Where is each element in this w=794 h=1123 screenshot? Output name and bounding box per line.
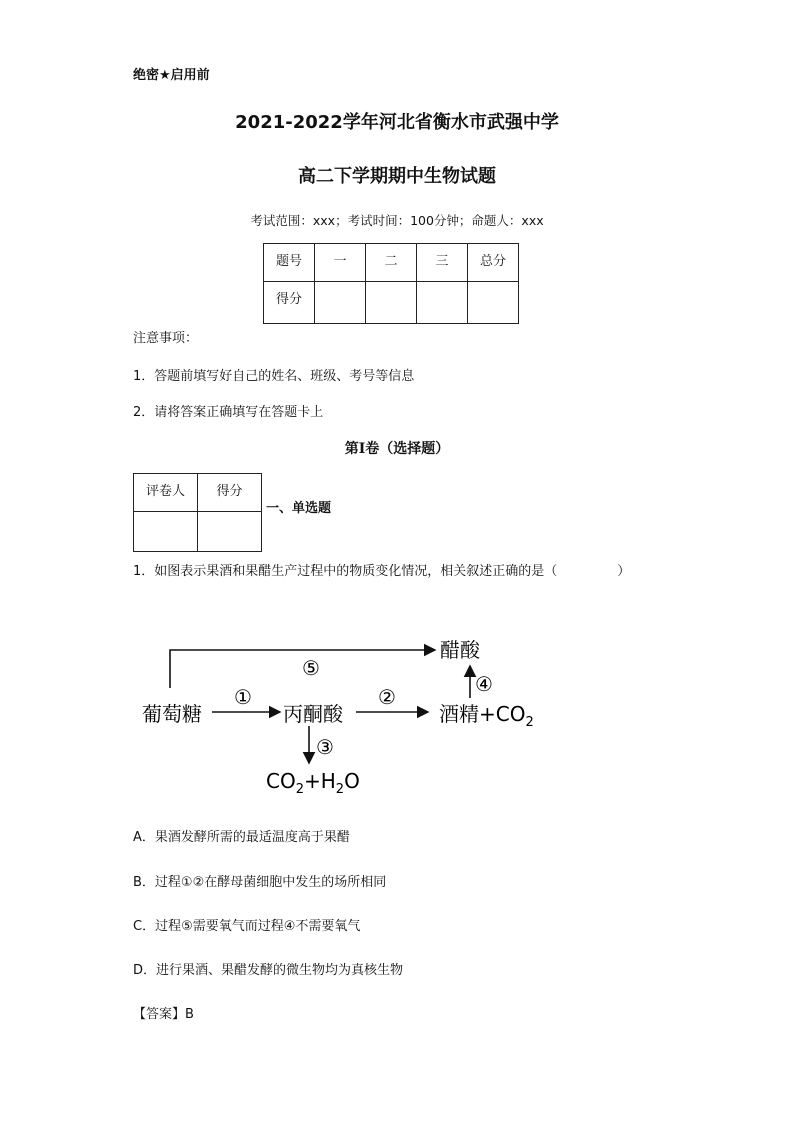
score-header-cell: 二 — [366, 244, 417, 282]
score-header-cell: 一 — [315, 244, 366, 282]
label-step2: ② — [378, 685, 396, 709]
score-input-cell[interactable] — [468, 282, 519, 324]
score-table — [263, 243, 519, 324]
node-co2-h2o: $CO_2+H_2O$ — [266, 769, 360, 797]
note-item: 2．请将答案正确填写在答题卡上 — [133, 405, 324, 420]
exam-info: 考试范围：xxx；考试时间：100分钟；命题人：xxx — [250, 213, 544, 228]
node-pyruvate: 丙酮酸 — [283, 702, 343, 726]
grader-header-cell: 评卷人 — [134, 474, 198, 512]
score-header-cell: 总分 — [468, 244, 519, 282]
score-input-cell[interactable] — [315, 282, 366, 324]
label-step3: ③ — [316, 735, 334, 759]
label-step5: ⑤ — [302, 656, 320, 680]
question-1-text: 1．如图表示果酒和果醋生产过程中的物质变化情况，相关叙述正确的是（ — [133, 564, 558, 579]
score-input-cell[interactable] — [366, 282, 417, 324]
grader-input-cell[interactable] — [134, 512, 198, 552]
question-1-stem — [133, 560, 630, 579]
answer-text: 【答案】B — [133, 1007, 194, 1022]
exam-title-line1: 2021-2022学年河北省衡水市武强中学 — [235, 112, 559, 133]
label-step4: ④ — [475, 672, 493, 696]
fermentation-diagram — [130, 620, 550, 800]
score-header-cell: 题号 — [264, 244, 315, 282]
exam-title-line2: 高二下学期期中生物试题 — [298, 166, 496, 187]
score-input-cell[interactable] — [417, 282, 468, 324]
score-row-label: 得分 — [264, 282, 315, 324]
note-item: 1．答题前填写好自己的姓名、班级、考号等信息 — [133, 369, 415, 384]
node-acetic-acid: 醋酸 — [440, 638, 480, 662]
grader-input-cell[interactable] — [198, 512, 262, 552]
grader-table — [133, 473, 262, 552]
confidential-label: 绝密★启用前 — [133, 68, 210, 83]
node-glucose: 葡萄糖 — [142, 702, 202, 726]
section-title: 一、单选题 — [266, 501, 332, 516]
option-b[interactable]: B．过程①②在酵母菌细胞中发生的场所相同 — [133, 875, 387, 890]
option-a[interactable]: A．果酒发酵所需的最适温度高于果醋 — [133, 830, 350, 845]
question-1-close: ） — [617, 564, 631, 579]
score-header-cell: 三 — [417, 244, 468, 282]
option-d[interactable]: D．进行果酒、果醋发酵的微生物均为真核生物 — [133, 963, 404, 978]
option-c[interactable]: C．过程⑤需要氧气而过程④不需要氧气 — [133, 919, 361, 934]
node-alcohol: 酒精$+CO_2$ — [439, 702, 534, 730]
label-step1: ① — [234, 685, 252, 709]
grader-header-cell: 得分 — [198, 474, 262, 512]
volume-title: 第I卷（选择题） — [344, 441, 450, 457]
notes-heading: 注意事项： — [133, 331, 199, 346]
